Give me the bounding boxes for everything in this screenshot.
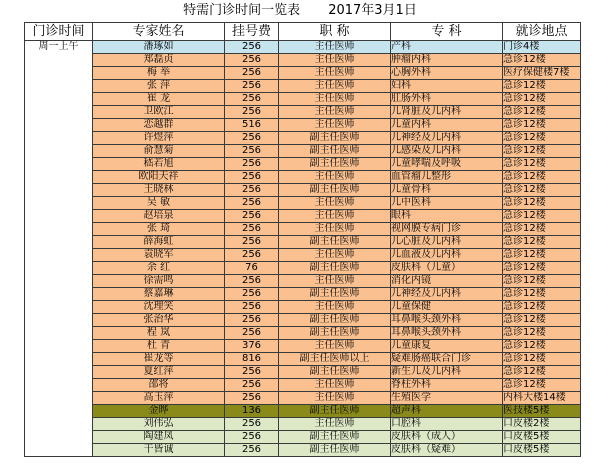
fee-cell: 256 xyxy=(225,54,279,67)
name-cell: 徐需鸣 xyxy=(93,275,225,288)
name-cell: 潘琢如 xyxy=(93,41,225,54)
fee-cell: 76 xyxy=(225,262,279,275)
name-cell: 赵培泉 xyxy=(93,210,225,223)
dept-cell: 产科 xyxy=(391,41,503,54)
dept-cell: 儿神经及儿内科 xyxy=(391,288,503,301)
place-cell: 急诊12楼 xyxy=(503,80,581,93)
dept-cell: 新生儿及儿内科 xyxy=(391,366,503,379)
rank-cell: 副主任医师以上 xyxy=(279,353,391,366)
rank-cell: 主任医师 xyxy=(279,93,391,106)
table-row xyxy=(25,418,581,431)
table-row xyxy=(25,288,581,301)
fee-cell: 256 xyxy=(225,80,279,93)
name-cell: 张治华 xyxy=(93,314,225,327)
table-row xyxy=(25,301,581,314)
rank-cell: 副主任医师 xyxy=(279,184,391,197)
table-row xyxy=(25,132,581,145)
fee-cell: 256 xyxy=(225,41,279,54)
fee-cell: 376 xyxy=(225,340,279,353)
table-row xyxy=(25,392,581,405)
place-cell: 急诊12楼 xyxy=(503,301,581,314)
table-row xyxy=(25,119,581,132)
fee-cell: 256 xyxy=(225,275,279,288)
dept-cell: 耳鼻喉头颈外科 xyxy=(391,314,503,327)
dept-cell: 肛肠外科 xyxy=(391,93,503,106)
name-cell: 金晔 xyxy=(93,405,225,418)
header-row xyxy=(25,23,581,41)
place-cell: 医疗保健楼7楼 xyxy=(503,67,581,80)
table-row xyxy=(25,366,581,379)
table-row xyxy=(25,145,581,158)
title-date: 2017年3月1日 xyxy=(328,3,417,18)
schedule-body xyxy=(25,41,581,457)
place-cell: 急诊12楼 xyxy=(503,171,581,184)
header-rank: 职 称 xyxy=(279,23,391,41)
rank-cell: 副主任医师 xyxy=(279,314,391,327)
table-row xyxy=(25,275,581,288)
place-cell: 口皮楼5楼 xyxy=(503,431,581,444)
rank-cell: 主任医师 xyxy=(279,171,391,184)
table-row xyxy=(25,340,581,353)
fee-cell: 256 xyxy=(225,392,279,405)
table-row xyxy=(25,405,581,418)
dept-cell: 血管瘤儿整形 xyxy=(391,171,503,184)
dept-cell: 儿童保健 xyxy=(391,301,503,314)
rank-cell: 副主任医师 xyxy=(279,262,391,275)
table-row xyxy=(25,80,581,93)
fee-cell: 256 xyxy=(225,93,279,106)
name-cell: 许煜萍 xyxy=(93,132,225,145)
name-cell: 张 萍 xyxy=(93,80,225,93)
rank-cell: 主任医师 xyxy=(279,41,391,54)
fee-cell: 256 xyxy=(225,145,279,158)
rank-cell: 副主任医师 xyxy=(279,327,391,340)
rank-cell: 主任医师 xyxy=(279,340,391,353)
place-cell: 口皮楼2楼 xyxy=(503,418,581,431)
dept-cell: 儿童内科 xyxy=(391,119,503,132)
table-row xyxy=(25,41,581,54)
fee-cell: 256 xyxy=(225,171,279,184)
header-time: 门诊时间 xyxy=(25,23,93,41)
rank-cell: 主任医师 xyxy=(279,80,391,93)
header-place: 就诊地点 xyxy=(503,23,581,41)
rank-cell: 副主任医师 xyxy=(279,158,391,171)
name-cell: 袁晓军 xyxy=(93,249,225,262)
dept-cell: 儿中医科 xyxy=(391,197,503,210)
dept-cell: 儿肾脏及儿内科 xyxy=(391,106,503,119)
table-row xyxy=(25,249,581,262)
table-row xyxy=(25,236,581,249)
name-cell: 张 琦 xyxy=(93,223,225,236)
fee-cell: 256 xyxy=(225,444,279,457)
table-row xyxy=(25,197,581,210)
dept-cell: 儿血液及儿内科 xyxy=(391,249,503,262)
fee-cell: 256 xyxy=(225,197,279,210)
table-row xyxy=(25,379,581,392)
dept-cell: 生殖医学 xyxy=(391,392,503,405)
header-name: 专家姓名 xyxy=(93,23,225,41)
rank-cell: 副主任医师 xyxy=(279,405,391,418)
dept-cell: 消化内镜 xyxy=(391,275,503,288)
place-cell: 急诊12楼 xyxy=(503,249,581,262)
place-cell: 急诊12楼 xyxy=(503,119,581,132)
place-cell: 急诊12楼 xyxy=(503,106,581,119)
dept-cell: 儿神经及儿内科 xyxy=(391,132,503,145)
name-cell: 蔡嘉琳 xyxy=(93,288,225,301)
name-cell: 崔龙等 xyxy=(93,353,225,366)
rank-cell: 主任医师 xyxy=(279,418,391,431)
fee-cell: 256 xyxy=(225,236,279,249)
dept-cell: 皮肤科（儿童） xyxy=(391,262,503,275)
name-cell: 邵将 xyxy=(93,379,225,392)
place-cell: 急诊12楼 xyxy=(503,340,581,353)
name-cell: 陶建凤 xyxy=(93,431,225,444)
fee-cell: 256 xyxy=(225,288,279,301)
rank-cell: 主任医师 xyxy=(279,249,391,262)
name-cell: 卫欧江 xyxy=(93,106,225,119)
rank-cell: 副主任医师 xyxy=(279,444,391,457)
fee-cell: 256 xyxy=(225,210,279,223)
fee-cell: 256 xyxy=(225,67,279,80)
dept-cell: 口腔科 xyxy=(391,418,503,431)
dept-cell: 皮肤科（成人） xyxy=(391,431,503,444)
rank-cell: 副主任医师 xyxy=(279,236,391,249)
table-row xyxy=(25,106,581,119)
fee-cell: 256 xyxy=(225,184,279,197)
fee-cell: 516 xyxy=(225,119,279,132)
dept-cell: 儿童哮喘及呼吸 xyxy=(391,158,503,171)
name-cell: 吴 敏 xyxy=(93,197,225,210)
rank-cell: 主任医师 xyxy=(279,197,391,210)
fee-cell: 256 xyxy=(225,431,279,444)
table-row xyxy=(25,314,581,327)
dept-cell: 疑难肠癌联合门诊 xyxy=(391,353,503,366)
dept-cell: 超声科 xyxy=(391,405,503,418)
fee-cell: 256 xyxy=(225,327,279,340)
name-cell: 薛海虹 xyxy=(93,236,225,249)
place-cell: 急诊12楼 xyxy=(503,353,581,366)
fee-cell: 256 xyxy=(225,301,279,314)
dept-cell: 肿瘤内科 xyxy=(391,54,503,67)
dept-cell: 心胸外科 xyxy=(391,67,503,80)
header-fee: 挂号费 xyxy=(225,23,279,41)
place-cell: 急诊12楼 xyxy=(503,314,581,327)
rank-cell: 副主任医师 xyxy=(279,288,391,301)
fee-cell: 816 xyxy=(225,353,279,366)
rank-cell: 主任医师 xyxy=(279,379,391,392)
rank-cell: 主任医师 xyxy=(279,301,391,314)
title-main: 特需门诊时间一览表 xyxy=(183,3,301,18)
table-row xyxy=(25,93,581,106)
name-cell: 王晓林 xyxy=(93,184,225,197)
fee-cell: 256 xyxy=(225,249,279,262)
place-cell: 急诊12楼 xyxy=(503,288,581,301)
fee-cell: 256 xyxy=(225,314,279,327)
fee-cell: 256 xyxy=(225,106,279,119)
dept-cell: 儿童康复 xyxy=(391,340,503,353)
table-row xyxy=(25,67,581,80)
fee-cell: 256 xyxy=(225,366,279,379)
name-cell: 郑磊贞 xyxy=(93,54,225,67)
table-row xyxy=(25,210,581,223)
name-cell: 余 红 xyxy=(93,262,225,275)
rank-cell: 主任医师 xyxy=(279,275,391,288)
name-cell: 杜 青 xyxy=(93,340,225,353)
dept-cell: 皮肤科（疑难） xyxy=(391,444,503,457)
table-row xyxy=(25,184,581,197)
dept-cell: 耳鼻喉头颈外科 xyxy=(391,327,503,340)
session-time-cell: 周一上午 xyxy=(25,41,93,457)
rank-cell: 主任医师 xyxy=(279,210,391,223)
schedule-table xyxy=(24,22,581,457)
dept-cell: 妇科 xyxy=(391,80,503,93)
rank-cell: 主任医师 xyxy=(279,67,391,80)
dept-cell: 儿心脏及儿内科 xyxy=(391,236,503,249)
table-row xyxy=(25,353,581,366)
name-cell: 夏红萍 xyxy=(93,366,225,379)
place-cell: 急诊12楼 xyxy=(503,379,581,392)
dept-cell: 眼科 xyxy=(391,210,503,223)
dept-cell: 儿童骨科 xyxy=(391,184,503,197)
place-cell: 急诊12楼 xyxy=(503,327,581,340)
fee-cell: 256 xyxy=(225,379,279,392)
place-cell: 急诊12楼 xyxy=(503,366,581,379)
name-cell: 刘伟弘 xyxy=(93,418,225,431)
table-row xyxy=(25,431,581,444)
table-row xyxy=(25,171,581,184)
dept-cell: 儿感染及儿内科 xyxy=(391,145,503,158)
header-dept: 专 科 xyxy=(391,23,503,41)
table-row xyxy=(25,54,581,67)
table-row xyxy=(25,327,581,340)
place-cell: 门诊4楼 xyxy=(503,41,581,54)
rank-cell: 副主任医师 xyxy=(279,431,391,444)
fee-cell: 256 xyxy=(225,158,279,171)
place-cell: 急诊12楼 xyxy=(503,54,581,67)
name-cell: 沈理笑 xyxy=(93,301,225,314)
name-cell: 梅 举 xyxy=(93,67,225,80)
place-cell: 急诊12楼 xyxy=(503,236,581,249)
place-cell: 急诊12楼 xyxy=(503,223,581,236)
place-cell: 急诊12楼 xyxy=(503,93,581,106)
name-cell: 干皆诚 xyxy=(93,444,225,457)
rank-cell: 副主任医师 xyxy=(279,366,391,379)
rank-cell: 副主任医师 xyxy=(279,132,391,145)
rank-cell: 主任医师 xyxy=(279,119,391,132)
place-cell: 急诊12楼 xyxy=(503,210,581,223)
rank-cell: 主任医师 xyxy=(279,106,391,119)
page-title xyxy=(0,0,600,22)
rank-cell: 主任医师 xyxy=(279,54,391,67)
table-row xyxy=(25,444,581,457)
name-cell: 程 岚 xyxy=(93,327,225,340)
place-cell: 内科大楼14楼 xyxy=(503,392,581,405)
dept-cell: 视网膜专病门诊 xyxy=(391,223,503,236)
rank-cell: 副主任医师 xyxy=(279,145,391,158)
place-cell: 口皮楼5楼 xyxy=(503,444,581,457)
place-cell: 急诊12楼 xyxy=(503,262,581,275)
table-row xyxy=(25,262,581,275)
name-cell: 嵇若旭 xyxy=(93,158,225,171)
place-cell: 急诊12楼 xyxy=(503,184,581,197)
fee-cell: 256 xyxy=(225,132,279,145)
fee-cell: 256 xyxy=(225,418,279,431)
name-cell: 俞慧菊 xyxy=(93,145,225,158)
place-cell: 急诊12楼 xyxy=(503,275,581,288)
table-row xyxy=(25,223,581,236)
fee-cell: 136 xyxy=(225,405,279,418)
place-cell: 医技楼5楼 xyxy=(503,405,581,418)
place-cell: 急诊12楼 xyxy=(503,158,581,171)
dept-cell: 脊柱外科 xyxy=(391,379,503,392)
rank-cell: 主任医师 xyxy=(279,223,391,236)
place-cell: 急诊12楼 xyxy=(503,145,581,158)
name-cell: 恋越群 xyxy=(93,119,225,132)
name-cell: 高玉萍 xyxy=(93,392,225,405)
table-row xyxy=(25,158,581,171)
name-cell: 欧阳天祥 xyxy=(93,171,225,184)
place-cell: 急诊12楼 xyxy=(503,132,581,145)
rank-cell: 主任医师 xyxy=(279,392,391,405)
place-cell: 急诊12楼 xyxy=(503,197,581,210)
name-cell: 崔 龙 xyxy=(93,93,225,106)
fee-cell: 256 xyxy=(225,223,279,236)
